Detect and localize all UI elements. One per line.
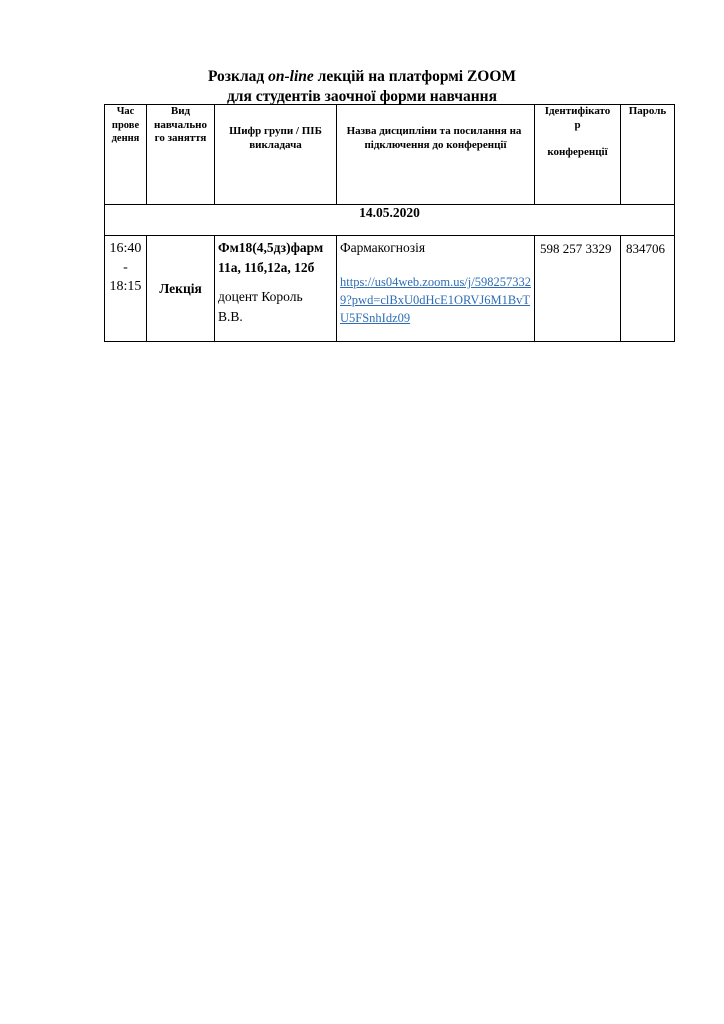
lesson-time bbox=[105, 236, 147, 342]
discipline-cell bbox=[337, 236, 535, 342]
title-suffix: лекцій на платформі ZOOM bbox=[313, 68, 517, 85]
group-and-teacher bbox=[215, 236, 337, 342]
zoom-link[interactable]: https://us04web.zoom.us/j/5982573329?pwd=clBxU0dHcE1ORVJ6M1BvTU5FSnhIdz09 bbox=[340, 275, 531, 325]
group-code bbox=[218, 238, 334, 278]
header-discipline-line: підключення до конференції bbox=[364, 138, 507, 151]
time-separator: - bbox=[123, 260, 128, 275]
header-group-line: викладача bbox=[249, 138, 302, 151]
header-time-line: прове bbox=[111, 119, 140, 131]
header-time-line: дення bbox=[111, 133, 140, 144]
time-start: 16:40 bbox=[109, 241, 142, 256]
document-title-line-2: для студентів заочної форми навчання bbox=[226, 88, 498, 105]
conference-id: 598 257 3329 bbox=[535, 236, 621, 342]
time-end: 18:15 bbox=[109, 279, 142, 294]
table-row bbox=[105, 236, 675, 342]
conference-password: 834706 bbox=[621, 236, 675, 342]
schedule-table bbox=[104, 104, 675, 342]
teacher-line: доцент Король bbox=[218, 289, 303, 304]
header-time-line: Час bbox=[116, 106, 135, 117]
document-title-line-1 bbox=[0, 69, 724, 85]
teacher-name bbox=[218, 287, 334, 327]
header-conference-id bbox=[535, 105, 621, 205]
lesson-type: Лекція bbox=[147, 236, 215, 342]
header-time bbox=[105, 105, 147, 205]
header-type-line: го заняття bbox=[154, 132, 207, 144]
schedule-date: 14.05.2020 bbox=[105, 205, 675, 236]
header-password: Пароль bbox=[621, 105, 675, 205]
header-type-line: Вид bbox=[170, 105, 191, 117]
date-row bbox=[105, 205, 675, 236]
title-prefix: Розклад bbox=[207, 68, 269, 85]
header-id-line: Ідентифікато bbox=[544, 105, 611, 117]
header-discipline-line: Назва дисципліни та посилання на bbox=[346, 125, 522, 137]
header-group bbox=[215, 105, 337, 205]
discipline-name: Фармакогнозія bbox=[340, 240, 426, 255]
group-code-line: Фм18(4,5дз)фарм bbox=[218, 240, 324, 255]
header-discipline bbox=[337, 105, 535, 205]
header-lesson-type bbox=[147, 105, 215, 205]
teacher-line: В.В. bbox=[218, 309, 243, 324]
group-code-line: 11а, 11б,12а, 12б bbox=[218, 260, 315, 275]
header-id-line: р bbox=[574, 118, 581, 131]
header-type-line: навчально bbox=[154, 118, 207, 131]
header-id-line: конференції bbox=[547, 146, 608, 158]
header-group-line: Шифр групи / ПІБ bbox=[229, 125, 322, 137]
header-row bbox=[105, 105, 675, 205]
title-italic-online: on-line bbox=[268, 68, 314, 85]
